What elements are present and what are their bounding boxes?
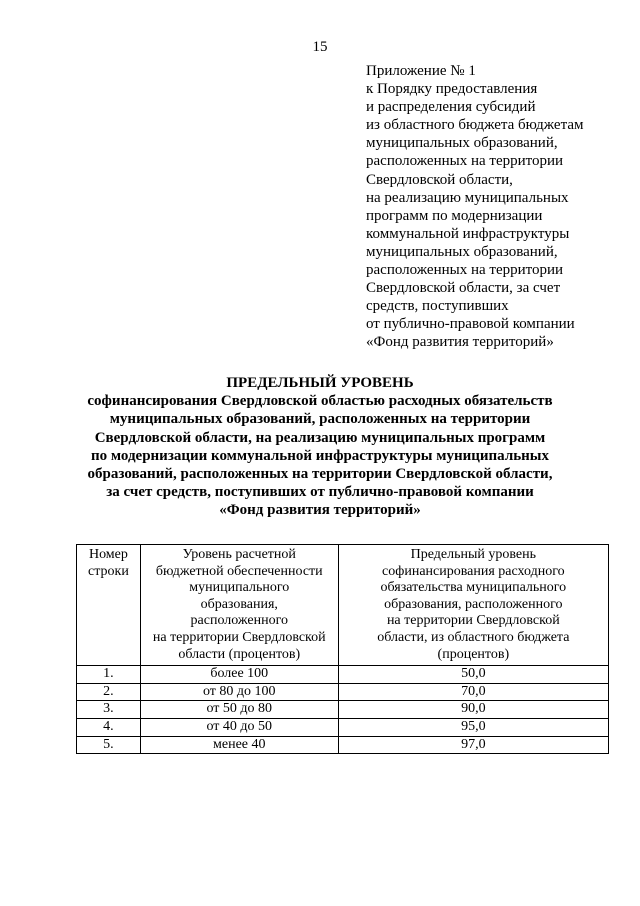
appendix-line: программ по модернизации [366,207,543,224]
appendix-line: к Порядку предоставления [366,81,538,98]
appendix-line: муниципальных образований, [366,135,558,152]
appendix-line: муниципальных образований, [366,243,558,260]
cofinancing-limit-cell: 50,0 [338,666,608,684]
row-number-cell: 1. [77,666,141,684]
header-line: бюджетной обеспеченности [155,563,323,579]
header-line: обязательства муниципального [380,580,567,596]
budget-level-cell: от 50 до 80 [140,701,338,719]
header-cofinancing-limit [338,545,608,666]
title-line: образований, расположенных на территории Свердловской области, [87,466,553,483]
table-row [77,736,609,754]
appendix-line: на реализацию муниципальных [366,189,569,206]
title-line: софинансирования Свердловской областью расходных обязательств [87,393,553,410]
appendix-line: из областного бюджета бюджетам [366,117,584,134]
document-title [40,374,600,520]
cofinancing-limit-cell: 90,0 [338,701,608,719]
header-line: Уровень расчетной [182,547,296,562]
header-line: на территории Свердловской [152,629,326,645]
appendix-line: Свердловской области, за счет [366,280,561,297]
budget-level-cell: от 40 до 50 [140,718,338,736]
budget-level-cell: от 80 до 100 [140,683,338,701]
appendix-line: от публично-правовой компании [366,316,575,333]
table-row [77,666,609,684]
header-line: Номер [88,547,128,562]
header-line: области, из областного бюджета [377,629,570,645]
header-line: образования, [200,596,278,612]
appendix-line: коммунальной инфраструктуры [366,225,570,242]
title-line: Свердловской области, на реализацию муниципальных программ [94,429,546,446]
appendix-line: и распределения субсидий [366,99,536,116]
appendix-line: Приложение № 1 [366,63,476,79]
row-number-cell: 2. [77,683,141,701]
header-line: на территории Свердловской [386,613,560,629]
cofinancing-limit-cell: 95,0 [338,718,608,736]
header-line: (процентов) [437,646,510,662]
header-line: софинансирования расходного [382,563,565,579]
header-budget-level [140,545,338,666]
appendix-line: расположенных на территории [366,153,564,170]
header-line: области (процентов) [178,646,301,662]
header-line: строки [88,563,129,579]
page-number: 15 [312,39,328,55]
header-line: образования, расположенного [384,596,563,612]
cofinancing-limit-cell: 97,0 [338,736,608,754]
header-line: муниципального [189,580,290,596]
budget-level-cell: более 100 [140,666,338,684]
appendix-line: «Фонд развития территорий» [366,334,554,351]
appendix-note [366,62,628,352]
title-line: муниципальных образований, расположенных на территории [109,411,531,428]
row-number-cell: 5. [77,736,141,754]
cofinancing-table [76,544,609,754]
header-row-number [77,545,141,666]
header-line: расположенного [190,613,288,629]
title-line: за счет средств, поступивших от публично-правовой компании [106,484,534,501]
appendix-line: расположенных на территории [366,262,564,279]
header-line: Предельный уровень [410,547,537,562]
appendix-line: Свердловской области, [366,171,513,188]
appendix-line: средств, поступивших [366,298,509,315]
budget-level-cell: менее 40 [140,736,338,754]
title-line: «Фонд развития территорий» [219,502,421,519]
table-row [77,701,609,719]
title-line: по модернизации коммунальной инфраструктуры муниципальных [90,447,550,464]
title-heading: ПРЕДЕЛЬНЫЙ УРОВЕНЬ [226,375,414,391]
row-number-cell: 4. [77,718,141,736]
row-number-cell: 3. [77,701,141,719]
table-row [77,718,609,736]
table-header-row [77,545,609,666]
cofinancing-limit-cell: 70,0 [338,683,608,701]
table-row [77,683,609,701]
